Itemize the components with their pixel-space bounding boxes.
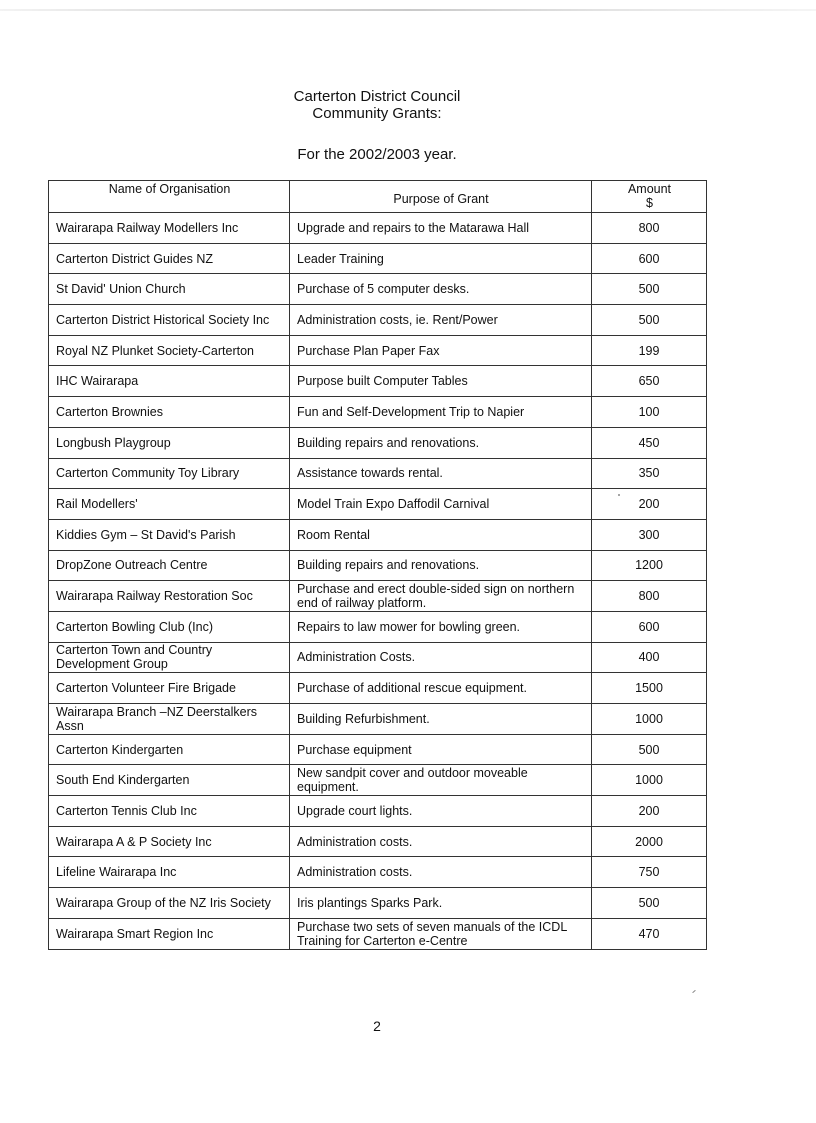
header-name-of-organisation: Name of Organisation xyxy=(49,181,290,213)
organisation-name-cell: Carterton Brownies xyxy=(49,397,290,428)
scan-artifact-line xyxy=(0,9,816,11)
table-row xyxy=(49,305,707,336)
grant-purpose-cell: Building repairs and renovations. xyxy=(290,550,592,581)
grant-amount-cell: 1000 xyxy=(592,704,707,735)
table-row xyxy=(49,673,707,704)
scan-speck xyxy=(618,494,620,496)
table-row xyxy=(49,765,707,796)
grant-purpose-cell: Iris plantings Sparks Park. xyxy=(290,888,592,919)
table-row xyxy=(49,704,707,735)
grant-amount-cell: 800 xyxy=(592,581,707,612)
grant-purpose-cell: Administration Costs. xyxy=(290,642,592,673)
table-row xyxy=(49,581,707,612)
table-row xyxy=(49,826,707,857)
table-row xyxy=(49,458,707,489)
grant-purpose-cell: Repairs to law mower for bowling green. xyxy=(290,611,592,642)
header-amount-currency: $ xyxy=(646,196,653,210)
header-purpose-of-grant: Purpose of Grant xyxy=(290,181,592,213)
grants-table xyxy=(48,180,707,950)
grant-purpose-cell: Leader Training xyxy=(290,243,592,274)
organisation-name-cell: Wairarapa Group of the NZ Iris Society xyxy=(49,888,290,919)
organisation-name-cell: Carterton District Guides NZ xyxy=(49,243,290,274)
grant-amount-cell: 350 xyxy=(592,458,707,489)
grant-amount-cell: 2000 xyxy=(592,826,707,857)
grant-amount-cell: 1200 xyxy=(592,550,707,581)
grant-purpose-cell: Administration costs. xyxy=(290,857,592,888)
organisation-name-cell: Carterton Kindergarten xyxy=(49,734,290,765)
grant-amount-cell: 400 xyxy=(592,642,707,673)
organisation-name-cell: Carterton Bowling Club (Inc) xyxy=(49,611,290,642)
organisation-name-cell: Carterton District Historical Society Inc xyxy=(49,305,290,336)
grant-purpose-cell: Model Train Expo Daffodil Carnival xyxy=(290,489,592,520)
grant-amount-cell: 600 xyxy=(592,243,707,274)
table-row xyxy=(49,642,707,673)
table-row xyxy=(49,274,707,305)
scan-speck xyxy=(692,990,696,993)
title-line-2: Community Grants: xyxy=(312,105,442,122)
organisation-name-cell: Wairarapa Branch –NZ Deerstalkers Assn xyxy=(49,704,290,735)
table-row xyxy=(49,213,707,244)
grant-amount-cell: 450 xyxy=(592,427,707,458)
grant-amount-cell: 200 xyxy=(592,489,707,520)
grant-amount-cell: 500 xyxy=(592,734,707,765)
table-row xyxy=(49,489,707,520)
header-amount-label: Amount xyxy=(627,182,672,196)
grant-amount-cell: 470 xyxy=(592,918,707,949)
grant-amount-cell: 1500 xyxy=(592,673,707,704)
grant-amount-cell: 200 xyxy=(592,796,707,827)
grant-purpose-cell: Administration costs. xyxy=(290,826,592,857)
grant-purpose-cell: Purchase equipment xyxy=(290,734,592,765)
table-row xyxy=(49,397,707,428)
organisation-name-cell: Lifeline Wairarapa Inc xyxy=(49,857,290,888)
organisation-name-cell: South End Kindergarten xyxy=(49,765,290,796)
header-amount xyxy=(592,181,707,213)
grant-purpose-cell: Room Rental xyxy=(290,519,592,550)
grant-amount-cell: 1000 xyxy=(592,765,707,796)
grant-purpose-cell: Purchase Plan Paper Fax xyxy=(290,335,592,366)
table-row xyxy=(49,243,707,274)
organisation-name-cell: Longbush Playgroup xyxy=(49,427,290,458)
grant-amount-cell: 650 xyxy=(592,366,707,397)
organisation-name-cell: IHC Wairarapa xyxy=(49,366,290,397)
grant-purpose-cell: Fun and Self-Development Trip to Napier xyxy=(290,397,592,428)
table-row xyxy=(49,519,707,550)
organisation-name-cell: Carterton Volunteer Fire Brigade xyxy=(49,673,290,704)
page-number: 2 xyxy=(373,1018,381,1034)
grant-purpose-cell: Purchase of 5 computer desks. xyxy=(290,274,592,305)
document-subtitle: For the 2002/2003 year. xyxy=(297,146,457,163)
grant-purpose-cell: Assistance towards rental. xyxy=(290,458,592,489)
table-header-row xyxy=(49,181,707,213)
grant-amount-cell: 500 xyxy=(592,274,707,305)
table-row xyxy=(49,366,707,397)
document-title xyxy=(0,88,754,122)
organisation-name-cell: Wairarapa Smart Region Inc xyxy=(49,918,290,949)
table-row xyxy=(49,550,707,581)
grant-purpose-cell: Purchase of additional rescue equipment. xyxy=(290,673,592,704)
organisation-name-cell: DropZone Outreach Centre xyxy=(49,550,290,581)
organisation-name-cell: Wairarapa Railway Modellers Inc xyxy=(49,213,290,244)
grant-amount-cell: 300 xyxy=(592,519,707,550)
organisation-name-cell: Wairarapa Railway Restoration Soc xyxy=(49,581,290,612)
grant-purpose-cell: Upgrade court lights. xyxy=(290,796,592,827)
organisation-name-cell: Carterton Town and Country Development Group xyxy=(49,642,290,673)
organisation-name-cell: Kiddies Gym – St David's Parish xyxy=(49,519,290,550)
grant-purpose-cell: Upgrade and repairs to the Matarawa Hall xyxy=(290,213,592,244)
organisation-name-cell: Carterton Tennis Club Inc xyxy=(49,796,290,827)
grants-table-body xyxy=(49,213,707,950)
grant-purpose-cell: Building repairs and renovations. xyxy=(290,427,592,458)
grant-amount-cell: 500 xyxy=(592,888,707,919)
title-line-1: Carterton District Council xyxy=(293,88,461,105)
grant-amount-cell: 600 xyxy=(592,611,707,642)
grant-purpose-cell: New sandpit cover and outdoor moveable equipment. xyxy=(290,765,592,796)
table-row xyxy=(49,888,707,919)
grant-amount-cell: 100 xyxy=(592,397,707,428)
table-row xyxy=(49,427,707,458)
grant-purpose-cell: Purpose built Computer Tables xyxy=(290,366,592,397)
organisation-name-cell: Royal NZ Plunket Society-Carterton xyxy=(49,335,290,366)
organisation-name-cell: St David' Union Church xyxy=(49,274,290,305)
grant-amount-cell: 199 xyxy=(592,335,707,366)
organisation-name-cell: Rail Modellers' xyxy=(49,489,290,520)
grant-purpose-cell: Purchase and erect double-sided sign on northern end of railway platform. xyxy=(290,581,592,612)
grant-purpose-cell: Purchase two sets of seven manuals of the ICDL Training for Carterton e-Centre xyxy=(290,918,592,949)
organisation-name-cell: Carterton Community Toy Library xyxy=(49,458,290,489)
table-row xyxy=(49,796,707,827)
table-row xyxy=(49,918,707,949)
grant-purpose-cell: Building Refurbishment. xyxy=(290,704,592,735)
organisation-name-cell: Wairarapa A & P Society Inc xyxy=(49,826,290,857)
table-row xyxy=(49,734,707,765)
grant-amount-cell: 750 xyxy=(592,857,707,888)
grant-purpose-cell: Administration costs, ie. Rent/Power xyxy=(290,305,592,336)
grant-amount-cell: 800 xyxy=(592,213,707,244)
table-row xyxy=(49,611,707,642)
grant-amount-cell: 500 xyxy=(592,305,707,336)
table-row xyxy=(49,335,707,366)
table-row xyxy=(49,857,707,888)
